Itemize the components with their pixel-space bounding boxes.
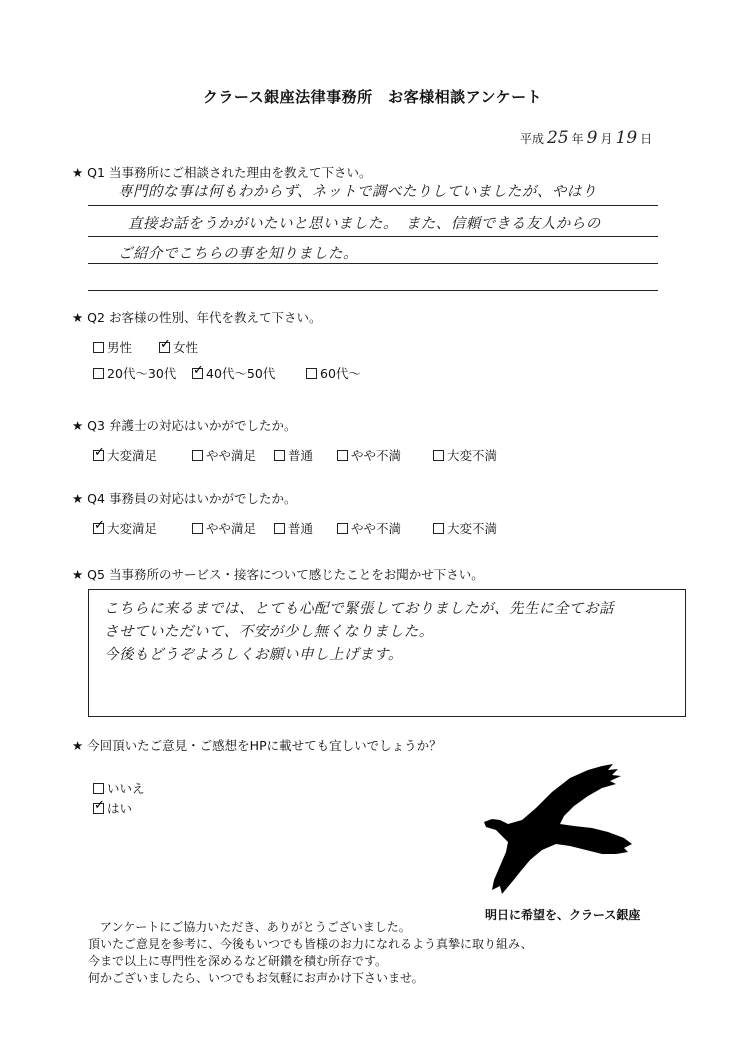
q4-option-somewhat-dissatisfied[interactable] bbox=[337, 519, 401, 537]
q5-answer-line-2: させていただいて、不安が少し無くなりました。 bbox=[104, 624, 434, 640]
q1-question: ★ Q1 当事務所にご相談された理由を教えて下さい。 bbox=[72, 165, 372, 180]
q2-option-male-label: 男性 bbox=[107, 340, 133, 355]
q1-answer-line-1: 専門的な事は何もわからず、ネットで調べたりしていましたが、やはり bbox=[118, 184, 597, 200]
q4-checkbox-very-dissatisfied[interactable] bbox=[433, 523, 444, 534]
q4-option-very-satisfied-label: 大変満足 bbox=[107, 521, 158, 536]
q4-option-very-dissatisfied-label: 大変不満 bbox=[447, 521, 498, 536]
date-month: 9 bbox=[586, 128, 598, 148]
hp-option-yes-label: はい bbox=[107, 801, 133, 816]
footer-line-4: 何かございましたら、いつでもお気軽にお声かけ下さいませ。 bbox=[88, 971, 424, 985]
date-month-unit: 月 bbox=[600, 132, 613, 146]
checkbox-male[interactable] bbox=[93, 342, 104, 353]
q3-option-very-satisfied[interactable] bbox=[93, 446, 157, 464]
date-era: 平成 bbox=[520, 132, 545, 146]
q3-checkbox-very-satisfied[interactable] bbox=[93, 450, 104, 461]
q2-option-female-label: 女性 bbox=[173, 340, 199, 355]
q4-question: ★ Q4 事務員の対応はいかがでしたか。 bbox=[72, 491, 297, 506]
q3-checkbox-somewhat-dissatisfied[interactable] bbox=[337, 450, 348, 461]
hp-checkbox-no[interactable] bbox=[93, 783, 104, 794]
q2-option-age-20-30[interactable] bbox=[93, 364, 176, 382]
footer-line-3: 今まで以上に専門性を深めるなど研鑽を積む所存です。 bbox=[88, 954, 388, 968]
date-year: 25 bbox=[547, 128, 569, 148]
q4-option-very-dissatisfied[interactable] bbox=[433, 519, 497, 537]
q3-checkbox-neutral[interactable] bbox=[274, 450, 285, 461]
q3-option-somewhat-satisfied-label: やや満足 bbox=[206, 448, 257, 463]
q4-checkbox-neutral[interactable] bbox=[274, 523, 285, 534]
date-year-unit: 年 bbox=[571, 132, 584, 146]
hp-option-no[interactable] bbox=[93, 779, 145, 797]
checkbox-age-60[interactable] bbox=[306, 368, 317, 379]
q2-option-male[interactable] bbox=[93, 338, 132, 356]
q1-rule-3 bbox=[88, 263, 658, 264]
q1-rule-1 bbox=[88, 205, 658, 206]
q5-question: ★ Q5 当事務所のサービス・接客について感じたことをお聞かせ下さい。 bbox=[72, 567, 484, 582]
q3-option-neutral[interactable] bbox=[274, 446, 313, 464]
q2-question: ★ Q2 お客様の性別、年代を教えて下さい。 bbox=[72, 310, 322, 325]
q2-option-age-60-label: 60代～ bbox=[320, 366, 361, 381]
q3-option-very-satisfied-label: 大変満足 bbox=[107, 448, 158, 463]
q2-option-age-60[interactable] bbox=[306, 364, 361, 382]
q3-option-very-dissatisfied-label: 大変不満 bbox=[447, 448, 498, 463]
hp-option-no-label: いいえ bbox=[107, 781, 145, 796]
checkbox-female[interactable] bbox=[159, 342, 170, 353]
q1-answer-line-2: 直接お話をうかがいたいと思いました。 また、信頼できる友人からの bbox=[128, 216, 601, 232]
q5-answer-line-1: こちらに来るまでは、とても心配で緊張しておりましたが、先生に全てお話 bbox=[104, 601, 614, 617]
q3-option-very-dissatisfied[interactable] bbox=[433, 446, 497, 464]
q1-rule-4 bbox=[88, 290, 658, 291]
q4-option-neutral[interactable] bbox=[274, 519, 313, 537]
q4-option-very-satisfied[interactable] bbox=[93, 519, 157, 537]
q3-question: ★ Q3 弁護士の対応はいかがでしたか。 bbox=[72, 418, 297, 433]
date-field bbox=[520, 128, 652, 148]
bird-logo-icon bbox=[478, 762, 638, 898]
q2-option-age-20-30-label: 20代～30代 bbox=[107, 366, 177, 381]
footer-line-2: 頂いたご意見を参考に、今後もいつでも皆様のお力になれるよう真摯に取り組み、 bbox=[88, 937, 533, 951]
q4-checkbox-very-satisfied[interactable] bbox=[93, 523, 104, 534]
hp-option-yes[interactable] bbox=[93, 799, 132, 817]
q4-option-somewhat-dissatisfied-label: やや不満 bbox=[351, 521, 402, 536]
hp-permission-question: ★ 今回頂いたご意見・ご感想をHPに載せても宜しいでしょうか？ bbox=[72, 738, 442, 753]
q3-option-somewhat-satisfied[interactable] bbox=[192, 446, 256, 464]
q4-option-somewhat-satisfied[interactable] bbox=[192, 519, 256, 537]
date-day: 19 bbox=[615, 128, 638, 148]
footer-line-1: アンケートにご協力いただき、ありがとうございました。 bbox=[100, 920, 411, 934]
checkbox-age-40-50[interactable] bbox=[192, 368, 203, 379]
hp-checkbox-yes[interactable] bbox=[93, 803, 104, 814]
q2-option-female[interactable] bbox=[159, 338, 198, 356]
checkbox-age-20-30[interactable] bbox=[93, 368, 104, 379]
q4-option-neutral-label: 普通 bbox=[288, 521, 314, 536]
q1-rule-2 bbox=[88, 236, 658, 237]
q3-option-neutral-label: 普通 bbox=[288, 448, 314, 463]
page-title: クラース銀座法律事務所 お客様相談アンケート bbox=[202, 88, 543, 106]
q3-checkbox-somewhat-satisfied[interactable] bbox=[192, 450, 203, 461]
q4-checkbox-somewhat-dissatisfied[interactable] bbox=[337, 523, 348, 534]
q4-checkbox-somewhat-satisfied[interactable] bbox=[192, 523, 203, 534]
q3-option-somewhat-dissatisfied-label: やや不満 bbox=[351, 448, 402, 463]
q2-option-age-40-50-label: 40代～50代 bbox=[206, 366, 276, 381]
q2-option-age-40-50[interactable] bbox=[192, 364, 275, 382]
q3-option-somewhat-dissatisfied[interactable] bbox=[337, 446, 401, 464]
tagline: 明日に希望を、クラース銀座 bbox=[485, 908, 641, 922]
q3-checkbox-very-dissatisfied[interactable] bbox=[433, 450, 444, 461]
date-day-unit: 日 bbox=[640, 132, 653, 146]
q1-answer-line-3: ご紹介でこちらの事を知りました。 bbox=[118, 246, 358, 262]
q5-answer-line-3: 今後もどうぞよろしくお願い申し上げます。 bbox=[104, 647, 403, 663]
q4-option-somewhat-satisfied-label: やや満足 bbox=[206, 521, 257, 536]
